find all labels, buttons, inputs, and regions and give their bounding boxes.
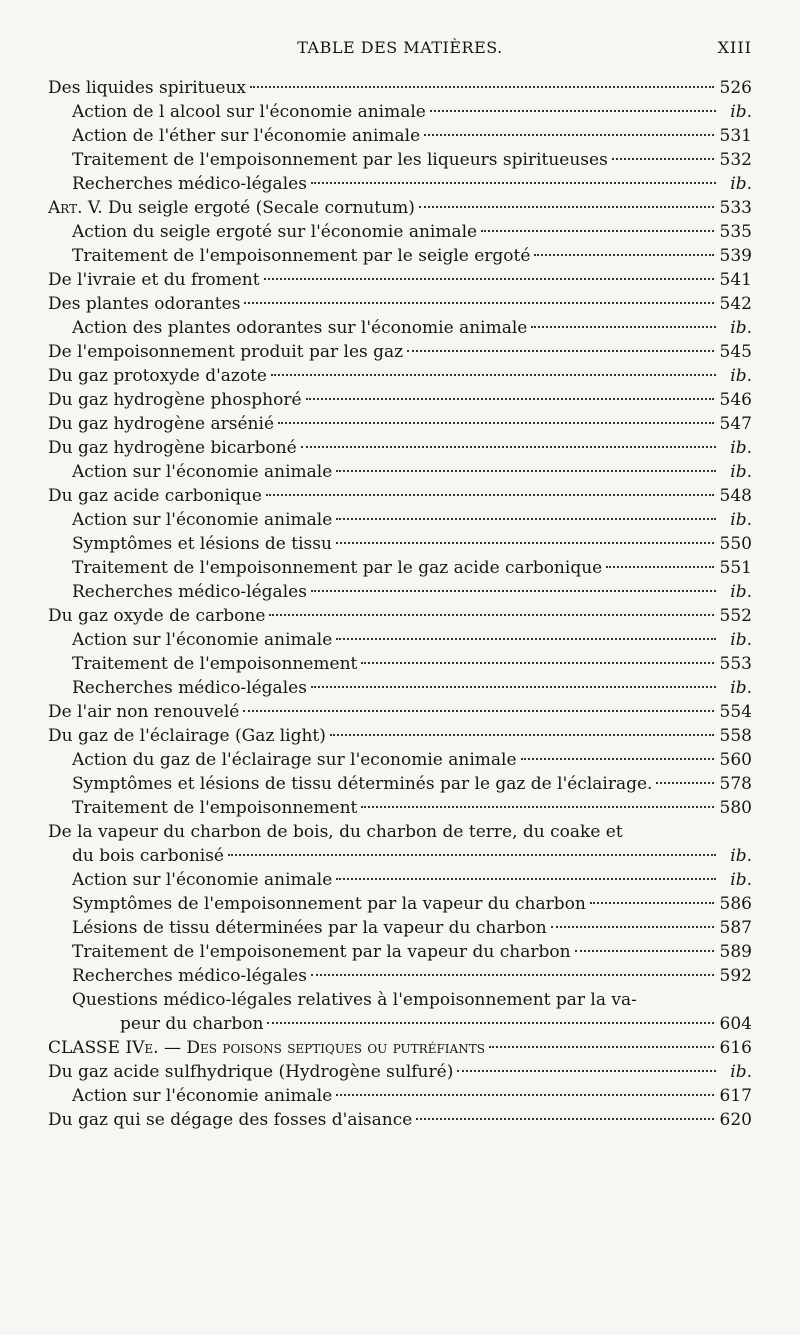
toc-entry-page: 553 bbox=[719, 654, 752, 674]
toc-entry bbox=[48, 604, 752, 628]
leader-dots bbox=[551, 926, 714, 928]
toc-entry-text: du bois carbonisé bbox=[72, 846, 224, 866]
toc-entry bbox=[48, 628, 752, 652]
toc-entry-text: Du gaz protoxyde d'azote bbox=[48, 366, 267, 386]
leader-dots bbox=[361, 806, 713, 808]
toc-entry-page: 617 bbox=[719, 1086, 752, 1106]
leader-dots bbox=[250, 86, 714, 88]
toc-entry-title bbox=[72, 988, 637, 1012]
toc-entry-prefix: CLASSE IVe. bbox=[48, 1038, 159, 1058]
leader-dots bbox=[606, 566, 713, 568]
toc-entry-text: Du seigle ergoté (Secale cornutum) bbox=[108, 198, 415, 218]
toc-entry-title bbox=[48, 412, 274, 436]
toc-entry bbox=[48, 1084, 752, 1108]
toc-entry-title bbox=[48, 1036, 485, 1060]
toc-entry-title bbox=[48, 700, 239, 724]
toc-entry-page: 580 bbox=[719, 798, 752, 818]
toc-entry-prefix: Art. V. bbox=[48, 198, 103, 218]
toc-entry-page: 604 bbox=[719, 1014, 752, 1034]
toc-entry-title bbox=[72, 532, 332, 556]
toc-entry-text: Action sur l'économie animale bbox=[72, 630, 333, 650]
toc-entry-page: 552 bbox=[719, 606, 752, 626]
toc-entry-page: ib. bbox=[730, 462, 752, 482]
toc-entry bbox=[48, 964, 752, 988]
toc-entry-page: 546 bbox=[719, 390, 752, 410]
toc-entry-page: 620 bbox=[719, 1110, 752, 1130]
page-number: XIII bbox=[717, 38, 752, 57]
leader-dots bbox=[407, 350, 713, 352]
toc-entry-text: Du gaz hydrogène arsénié bbox=[48, 414, 275, 434]
toc-entry-text: De l'air non renouvelé bbox=[48, 702, 240, 722]
leader-dots bbox=[330, 734, 714, 736]
page-title: TABLE DES MATIÈRES. bbox=[297, 38, 503, 57]
toc-entry-title bbox=[72, 964, 307, 988]
toc-entry-text: Des plantes odorantes bbox=[48, 294, 241, 314]
leader-dots bbox=[301, 446, 716, 448]
toc-entry-text: peur du charbon bbox=[120, 1014, 264, 1034]
leader-dots bbox=[336, 1094, 713, 1096]
toc-entry-title bbox=[72, 772, 652, 796]
toc-entry-text: Action du gaz de l'éclairage sur l'economie animale bbox=[72, 750, 517, 770]
toc-entry-page: 548 bbox=[719, 486, 752, 506]
toc-entry-text: Du gaz de l'éclairage (Gaz light) bbox=[48, 726, 326, 746]
toc-entry-page: 547 bbox=[719, 414, 752, 434]
running-head bbox=[48, 34, 752, 62]
toc-entry-text: De la vapeur du charbon de bois, du charbon de terre, du coake et bbox=[48, 822, 623, 842]
toc-entry-page: ib. bbox=[730, 438, 752, 458]
toc-entry-title bbox=[72, 580, 307, 604]
toc-entry bbox=[48, 436, 752, 460]
toc-entry-title bbox=[72, 1084, 332, 1108]
toc-entry-page: 533 bbox=[719, 198, 752, 218]
leader-dots bbox=[575, 950, 714, 952]
toc-entry-title bbox=[72, 940, 571, 964]
toc-entry bbox=[48, 844, 752, 868]
toc-entry-page: ib. bbox=[730, 630, 752, 650]
toc-entry-page: ib. bbox=[730, 510, 752, 530]
toc-entry-page: 532 bbox=[719, 150, 752, 170]
toc-entry-page: ib. bbox=[730, 174, 752, 194]
toc-entry-text: De l'empoisonnement produit par les gaz bbox=[48, 342, 404, 362]
leader-dots bbox=[531, 326, 716, 328]
toc-entry bbox=[48, 820, 752, 844]
toc-entry bbox=[48, 1060, 752, 1084]
leader-dots bbox=[489, 1046, 714, 1048]
toc-entry-text: Du gaz qui se dégage des fosses d'aisance bbox=[48, 1110, 413, 1130]
toc-entry-text: Du gaz hydrogène phosphoré bbox=[48, 390, 302, 410]
toc-entry-text: Traitement de l'empoisonnement bbox=[72, 798, 358, 818]
toc-entry bbox=[48, 1108, 752, 1132]
toc-entry-text: Action du seigle ergoté sur l'économie animale bbox=[72, 222, 478, 242]
toc-entry-title bbox=[72, 148, 608, 172]
toc-entry-page: 551 bbox=[719, 558, 752, 578]
toc-entry-page: 578 bbox=[719, 774, 752, 794]
toc-entry-text: Traitement de l'empoisonnement par le seigle ergoté bbox=[72, 246, 531, 266]
toc-entry-text: Recherches médico-légales bbox=[72, 966, 307, 986]
toc-entry-page: ib. bbox=[730, 318, 752, 338]
leader-dots bbox=[278, 422, 714, 424]
toc-entry-text: Action sur l'économie animale bbox=[72, 1086, 333, 1106]
toc-entry bbox=[48, 772, 752, 796]
toc-entry-title bbox=[48, 724, 326, 748]
leader-dots bbox=[269, 614, 713, 616]
toc-entry bbox=[48, 388, 752, 412]
toc-entry-text: Action sur l'économie animale bbox=[72, 462, 333, 482]
toc-entry-title bbox=[72, 100, 426, 124]
toc-entry bbox=[48, 652, 752, 676]
toc-entry bbox=[48, 508, 752, 532]
toc-entry-text: Symptômes de l'empoisonnement par la vapeur du charbon bbox=[72, 894, 586, 914]
leader-dots bbox=[521, 758, 714, 760]
leader-dots bbox=[244, 302, 713, 304]
leader-dots bbox=[336, 470, 716, 472]
toc-entry-text: Recherches médico-légales bbox=[72, 678, 307, 698]
toc-entry bbox=[48, 172, 752, 196]
toc-entry bbox=[48, 268, 752, 292]
toc-entry bbox=[48, 460, 752, 484]
toc-entry bbox=[48, 292, 752, 316]
toc-entry-page: 542 bbox=[719, 294, 752, 314]
toc-entry-page: 587 bbox=[719, 918, 752, 938]
toc-entry-title bbox=[72, 748, 517, 772]
toc-entry-text: Lésions de tissu déterminées par la vapeur du charbon bbox=[72, 918, 547, 938]
leader-dots bbox=[311, 974, 714, 976]
leader-dots bbox=[336, 638, 716, 640]
leader-dots bbox=[311, 590, 716, 592]
toc-entry-title bbox=[48, 1108, 412, 1132]
toc-entry bbox=[48, 796, 752, 820]
leader-dots bbox=[311, 686, 716, 688]
toc-entry-title bbox=[72, 652, 357, 676]
toc-entry-title bbox=[48, 436, 297, 460]
leader-dots bbox=[267, 1022, 713, 1024]
leader-dots bbox=[419, 206, 714, 208]
toc-entry-text: Action sur l'économie animale bbox=[72, 510, 333, 530]
toc-entry bbox=[48, 412, 752, 436]
toc-entry-text: Action des plantes odorantes sur l'économie animale bbox=[72, 318, 528, 338]
toc-entry bbox=[48, 868, 752, 892]
toc-entry-text: Questions médico-légales relatives à l'empoisonnement par la va- bbox=[72, 990, 637, 1010]
toc-entry-title bbox=[72, 316, 527, 340]
toc-entry-page: 616 bbox=[719, 1038, 752, 1058]
leader-dots bbox=[266, 494, 714, 496]
toc-entry bbox=[48, 748, 752, 772]
toc-entry-text: Action de l'éther sur l'économie animale bbox=[72, 126, 421, 146]
toc-entry-page: 554 bbox=[719, 702, 752, 722]
toc-entry-title bbox=[48, 820, 623, 844]
toc-entry-text: Action de l alcool sur l'économie animale bbox=[72, 102, 426, 122]
toc-entry bbox=[48, 940, 752, 964]
toc-entry-title bbox=[72, 868, 332, 892]
toc-entry bbox=[48, 316, 752, 340]
toc-entry-title bbox=[72, 628, 332, 652]
toc-entry bbox=[48, 340, 752, 364]
toc-entry-title bbox=[48, 196, 415, 220]
toc-entry-title bbox=[48, 268, 260, 292]
toc-entry-title bbox=[72, 508, 332, 532]
toc-entry-text: Action sur l'économie animale bbox=[72, 870, 333, 890]
leader-dots bbox=[416, 1118, 713, 1120]
toc-entry-text: — Des poisons septiques ou putréfiants bbox=[163, 1038, 485, 1058]
toc-entry-title bbox=[120, 1012, 263, 1036]
toc-entry-text: Traitement de l'empoisonement par la vapeur du charbon bbox=[72, 942, 571, 962]
toc-entry bbox=[48, 580, 752, 604]
toc-entry bbox=[48, 1036, 752, 1060]
toc-entry-title bbox=[72, 892, 586, 916]
toc-entry bbox=[48, 124, 752, 148]
toc-entry-title bbox=[48, 292, 240, 316]
toc-entry bbox=[48, 988, 752, 1012]
toc-entry bbox=[48, 244, 752, 268]
leader-dots bbox=[534, 254, 713, 256]
toc-entry-title bbox=[72, 916, 547, 940]
toc-entry-page: 589 bbox=[719, 942, 752, 962]
leader-dots bbox=[612, 158, 714, 160]
toc-entry-page: ib. bbox=[730, 678, 752, 698]
toc-entry bbox=[48, 676, 752, 700]
toc-entry-text: Des liquides spiritueux bbox=[48, 78, 247, 98]
leader-dots bbox=[361, 662, 713, 664]
toc-entry-page: 526 bbox=[719, 78, 752, 98]
leader-dots bbox=[228, 854, 716, 856]
toc-entry-text: Symptômes et lésions de tissu déterminés par le gaz de l'éclairage. bbox=[72, 774, 653, 794]
leader-dots bbox=[271, 374, 716, 376]
leader-dots bbox=[264, 278, 714, 280]
toc-entry-text: Traitement de l'empoisonnement par les liqueurs spiritueuses bbox=[72, 150, 608, 170]
toc-entry-title bbox=[48, 1060, 453, 1084]
toc-entry-page: 531 bbox=[719, 126, 752, 146]
leader-dots bbox=[656, 782, 713, 784]
toc-entry-text: Du gaz hydrogène bicarboné bbox=[48, 438, 297, 458]
toc-entry-title bbox=[48, 340, 403, 364]
leader-dots bbox=[336, 518, 716, 520]
leader-dots bbox=[590, 902, 714, 904]
toc-entry-page: ib. bbox=[730, 1062, 752, 1082]
toc-entry-text: Du gaz acide carbonique bbox=[48, 486, 262, 506]
toc-entry bbox=[48, 532, 752, 556]
toc-entry-title bbox=[72, 556, 602, 580]
toc-entry-text: Traitement de l'empoisonnement par le gaz acide carbonique bbox=[72, 558, 603, 578]
leader-dots bbox=[481, 230, 713, 232]
toc-entry-title bbox=[48, 484, 262, 508]
toc-entry-text: De l'ivraie et du froment bbox=[48, 270, 260, 290]
leader-dots bbox=[336, 542, 714, 544]
toc-entry bbox=[48, 76, 752, 100]
toc-entry-page: 535 bbox=[719, 222, 752, 242]
toc-entry-page: 539 bbox=[719, 246, 752, 266]
toc-entry-title bbox=[72, 676, 307, 700]
toc-entry bbox=[48, 1012, 752, 1036]
toc-entry-page: 550 bbox=[719, 534, 752, 554]
leader-dots bbox=[311, 182, 716, 184]
toc-entry-text: Traitement de l'empoisonnement bbox=[72, 654, 358, 674]
leader-dots bbox=[336, 878, 716, 880]
toc-entry-title bbox=[72, 460, 332, 484]
toc-entry-text: Du gaz acide sulfhydrique (Hydrogène sulfuré) bbox=[48, 1062, 454, 1082]
toc-entry bbox=[48, 196, 752, 220]
toc-entry bbox=[48, 724, 752, 748]
toc-entry-page: 558 bbox=[719, 726, 752, 746]
toc-entry-title bbox=[72, 172, 307, 196]
toc-entry bbox=[48, 364, 752, 388]
toc-entry-title bbox=[48, 364, 267, 388]
toc-entry-text: Du gaz oxyde de carbone bbox=[48, 606, 266, 626]
leader-dots bbox=[306, 398, 714, 400]
toc-entry-page: ib. bbox=[730, 582, 752, 602]
leader-dots bbox=[430, 110, 716, 112]
toc-entry-title bbox=[48, 604, 265, 628]
toc-entry-page: 541 bbox=[719, 270, 752, 290]
toc-entry-page: ib. bbox=[730, 102, 752, 122]
toc-entry bbox=[48, 700, 752, 724]
toc-entry-title bbox=[72, 124, 420, 148]
leader-dots bbox=[424, 134, 713, 136]
toc-entry-page: 560 bbox=[719, 750, 752, 770]
toc-entry bbox=[48, 148, 752, 172]
toc-entry-title bbox=[72, 244, 530, 268]
toc-entry bbox=[48, 556, 752, 580]
toc-entry bbox=[48, 220, 752, 244]
toc-entry-title bbox=[48, 76, 246, 100]
toc-entry bbox=[48, 892, 752, 916]
toc-entry-title bbox=[72, 220, 477, 244]
table-of-contents bbox=[48, 76, 752, 1132]
toc-entry bbox=[48, 100, 752, 124]
toc-entry-page: 586 bbox=[719, 894, 752, 914]
toc-entry-text: Symptômes et lésions de tissu bbox=[72, 534, 332, 554]
toc-entry-title bbox=[72, 844, 224, 868]
leader-dots bbox=[457, 1070, 716, 1072]
toc-entry-text: Recherches médico-légales bbox=[72, 174, 307, 194]
toc-entry bbox=[48, 916, 752, 940]
toc-entry-page: ib. bbox=[730, 846, 752, 866]
toc-entry bbox=[48, 484, 752, 508]
toc-entry-page: 592 bbox=[719, 966, 752, 986]
toc-entry-text: Recherches médico-légales bbox=[72, 582, 307, 602]
toc-entry-page: ib. bbox=[730, 870, 752, 890]
toc-entry-title bbox=[48, 388, 302, 412]
toc-entry-title bbox=[72, 796, 357, 820]
leader-dots bbox=[243, 710, 713, 712]
toc-entry-page: 545 bbox=[719, 342, 752, 362]
toc-entry-page: ib. bbox=[730, 366, 752, 386]
